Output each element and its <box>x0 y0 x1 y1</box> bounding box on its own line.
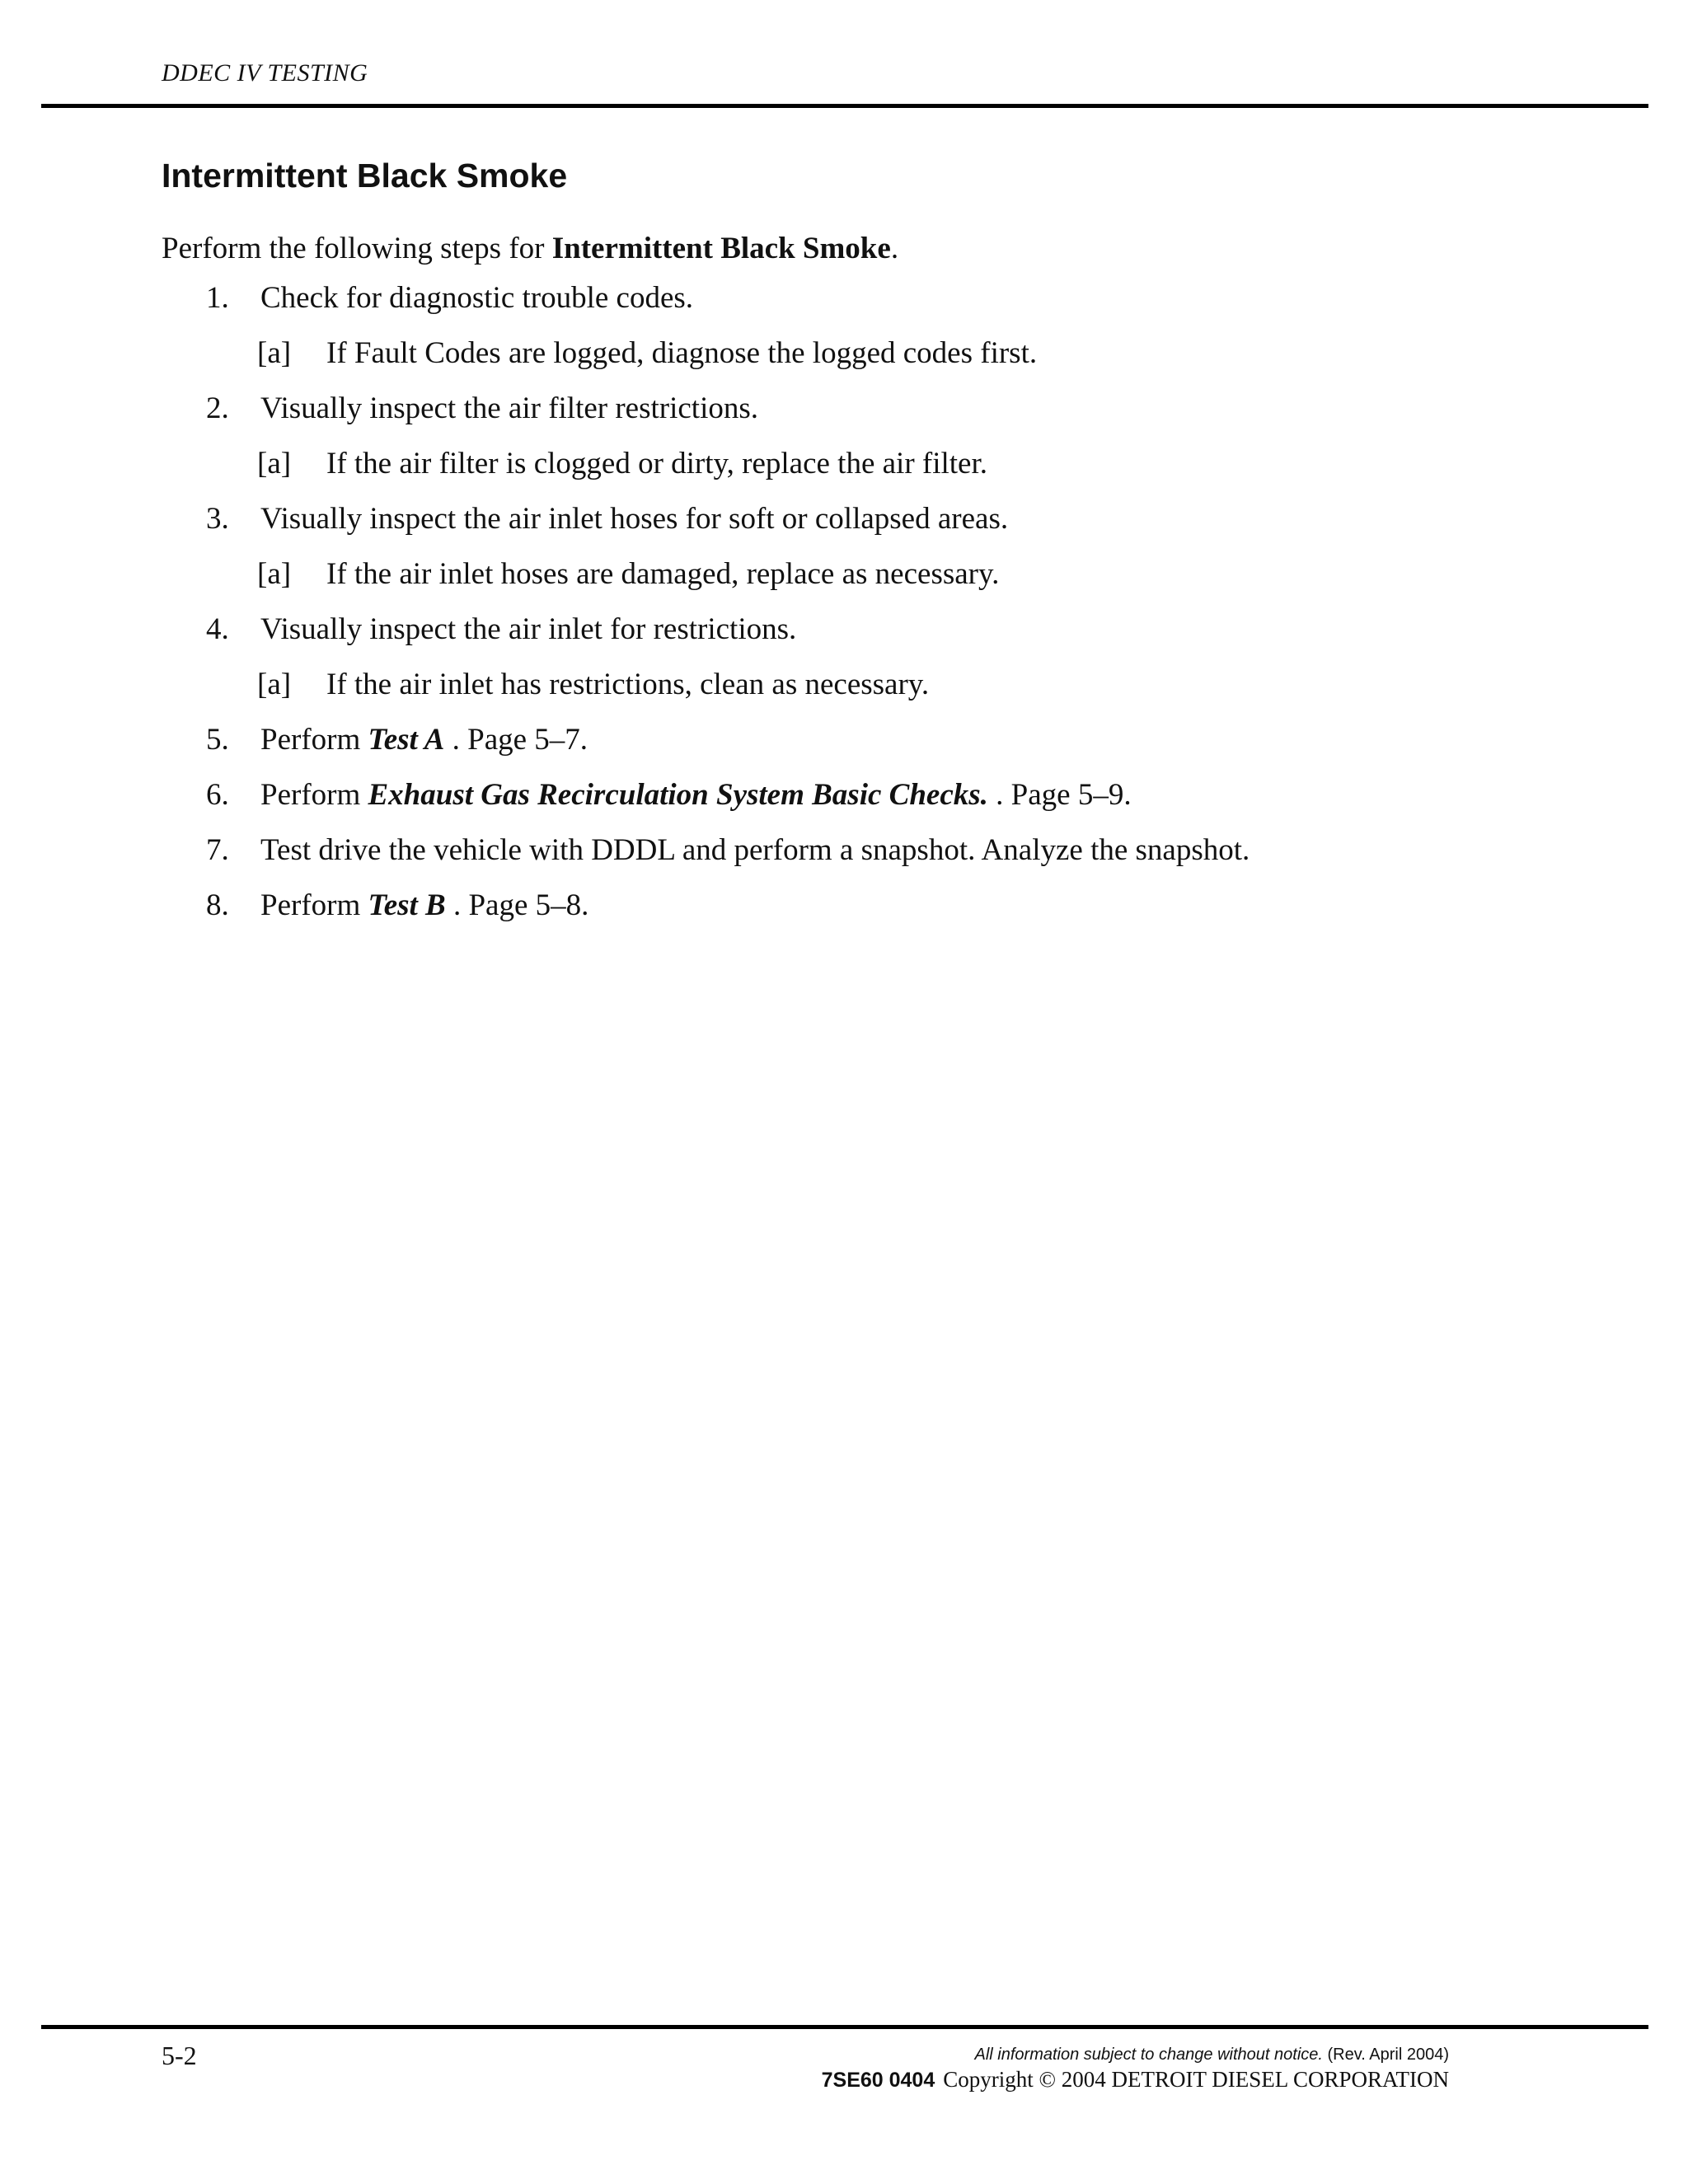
step-prefix: Perform <box>260 723 368 757</box>
step-number: 2. <box>206 391 229 425</box>
step-text: Visually inspect the air filter restrictions. <box>260 391 758 425</box>
running-head: DDEC IV TESTING <box>162 59 368 87</box>
step-text: Test drive the vehicle with DDDL and perform a snapshot. Analyze the snapshot. <box>260 833 1250 867</box>
step-number: 8. <box>206 888 229 922</box>
header-rule <box>41 104 1648 108</box>
step-number: 4. <box>206 612 229 646</box>
substep-text: If the air inlet hoses are damaged, replace as necessary. <box>326 557 1000 591</box>
test-b-link[interactable]: Test B <box>368 888 446 922</box>
step-text <box>260 888 588 923</box>
substep-label: [a] <box>257 447 292 480</box>
document-code: 7SE60 0404 <box>821 2069 935 2092</box>
intro-suffix: . <box>890 232 899 265</box>
step-number: 1. <box>206 281 229 315</box>
intro-bold: Intermittent Black Smoke <box>551 232 891 265</box>
page-reference: . Page 5–9. <box>987 778 1132 812</box>
substep-text: If the air inlet has restrictions, clean as necessary. <box>326 668 930 701</box>
substep-label: [a] <box>257 557 292 591</box>
step-text <box>260 722 588 757</box>
intro-prefix: Perform the following steps for <box>162 232 552 265</box>
section-title: Intermittent Black Smoke <box>162 157 568 194</box>
intro-paragraph <box>162 231 898 266</box>
step-number: 3. <box>206 502 229 536</box>
footer-notice <box>975 2046 1450 2064</box>
substep-label: [a] <box>257 668 292 701</box>
step-number: 7. <box>206 833 229 867</box>
step-prefix: Perform <box>260 888 368 922</box>
substep-text: If the air filter is clogged or dirty, replace the air filter. <box>326 447 988 480</box>
step-text: Visually inspect the air inlet for restrictions. <box>260 612 797 646</box>
test-a-link[interactable]: Test A <box>368 723 445 757</box>
step-number: 5. <box>206 723 229 757</box>
substep-text: If Fault Codes are logged, diagnose the logged codes first. <box>326 336 1038 370</box>
step-text: Visually inspect the air inlet hoses for soft or collapsed areas. <box>260 502 1009 536</box>
egr-basic-checks-link[interactable]: Exhaust Gas Recirculation System Basic Checks. <box>368 778 988 812</box>
step-text <box>260 777 1132 813</box>
revision-date: (Rev. April 2004) <box>1322 2046 1449 2064</box>
page-number: 5-2 <box>162 2041 197 2070</box>
substep-label: [a] <box>257 336 292 370</box>
footer-copyright <box>822 2067 1449 2093</box>
step-number: 6. <box>206 778 229 812</box>
change-notice: All information subject to change without notice. <box>974 2046 1323 2064</box>
step-text: Check for diagnostic trouble codes. <box>260 281 694 315</box>
copyright-text: Copyright © 2004 DETROIT DIESEL CORPORATION <box>943 2067 1449 2092</box>
step-prefix: Perform <box>260 778 368 812</box>
page-reference: . Page 5–8. <box>445 888 589 922</box>
footer-rule <box>41 2025 1648 2029</box>
page-reference: . Page 5–7. <box>444 723 588 757</box>
